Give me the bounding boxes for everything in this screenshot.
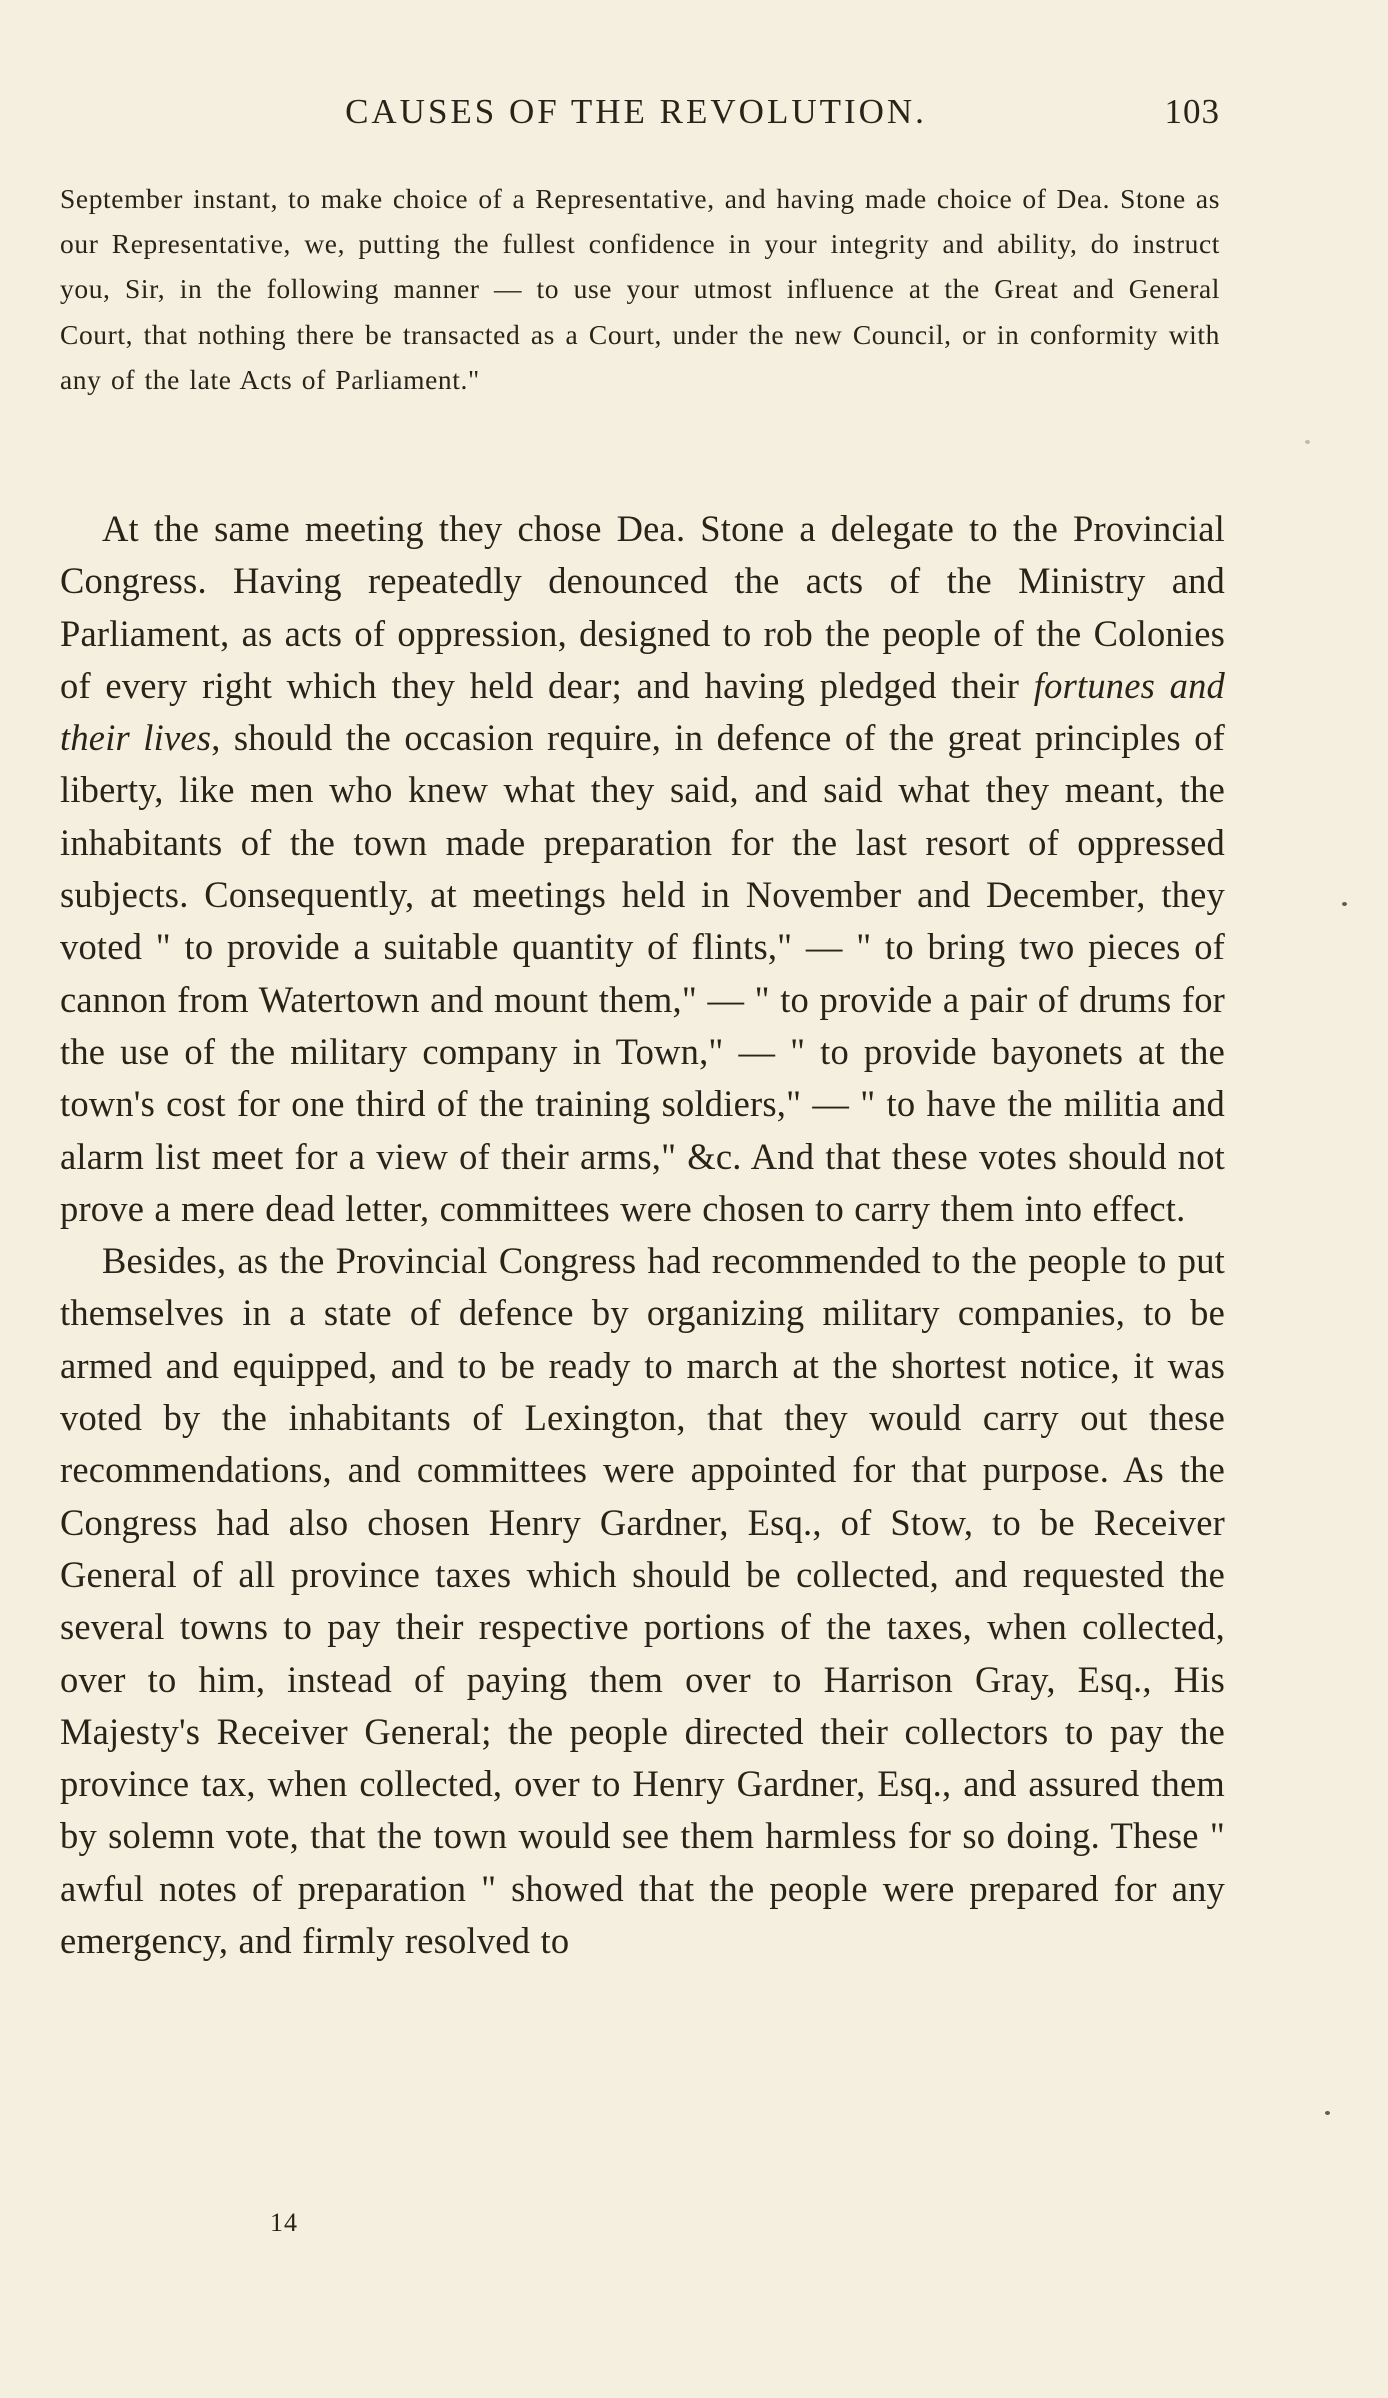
body-paragraph-1-italic: fortunes and their lives	[60, 664, 1225, 759]
signature-mark: 14	[270, 2208, 298, 2237]
body-text	[60, 503, 1225, 1967]
running-head	[52, 92, 1220, 142]
paper-speck	[1305, 440, 1310, 444]
body-paragraph-2: Besides, as the Provincial Congress had recommended to the people to put themselves in a state of defence by organizing military companies, to be armed and equipped, and to be ready to march at the shortest notice, it was voted by the inhabitants of Lexington, that they would carry out these recommendations, and committees were appointed for that purpose. As the Congress had also chosen Henry Gardner, Esq., of Stow, to be Receiver General of all province taxes which should be collected, and requested the several towns to pay their respective portions of the taxes, when collected, over to him, instead of paying them over to Harrison Gray, Esq., His Majesty's Receiver General; the people directed their collectors to pay the province tax, when collected, over to Henry Gardner, Esq., and assured them by solemn vote, that the town would see them harmless for so doing. These " awful notes of preparation " showed that the people were prepared for any emergency, and firmly resolved to	[60, 1240, 1225, 1962]
quoted-instructions	[60, 176, 1220, 402]
body-paragraph-1-end: , should the occasion require, in defence of the great principles of liberty, like men who knew what they said, and said what they meant, the inhabitants of the town made preparation for the last resort of oppressed subjects. Consequently, at meetings held in November and December, they voted " to provide a suitable quantity of flints," — " to bring two pieces of cannon from Watertown and mount them," — " to provide a pair of drums for the use of the military company in Town," — " to provide bayonets at the town's cost for one third of the training soldiers," — " to have the militia and alarm list meet for a view of their arms," &c. And that these votes should not prove a mere dead letter, committees were chosen to carry them into effect.	[60, 717, 1225, 1229]
body-paragraph-1	[60, 503, 1225, 1235]
running-title: CAUSES OF THE REVOLUTION.	[345, 92, 927, 131]
paper-speck	[1325, 2111, 1330, 2115]
body-paragraph-1-start: At the same meeting they chose Dea. Stone a delegate to the Provincial Congress. Having repeatedly denounced the acts of the Ministry and Parliament, as acts of oppression, designed to rob the people of the Colonies of every right which they held dear; and having pledged their	[60, 508, 1225, 706]
paper-speck	[1342, 902, 1347, 906]
quote-paragraph: September instant, to make choice of a Representative, and having made choice of Dea. Stone as our Representative, we, putting the fullest confidence in your integrity and ability, do instruct you, Sir, in the following manner — to use your utmost influence at the Great and General Court, that nothing there be transacted as a Court, under the new Council, or in conformity with any of the late Acts of Parliament."	[60, 183, 1220, 395]
page-number: 103	[1164, 92, 1220, 131]
